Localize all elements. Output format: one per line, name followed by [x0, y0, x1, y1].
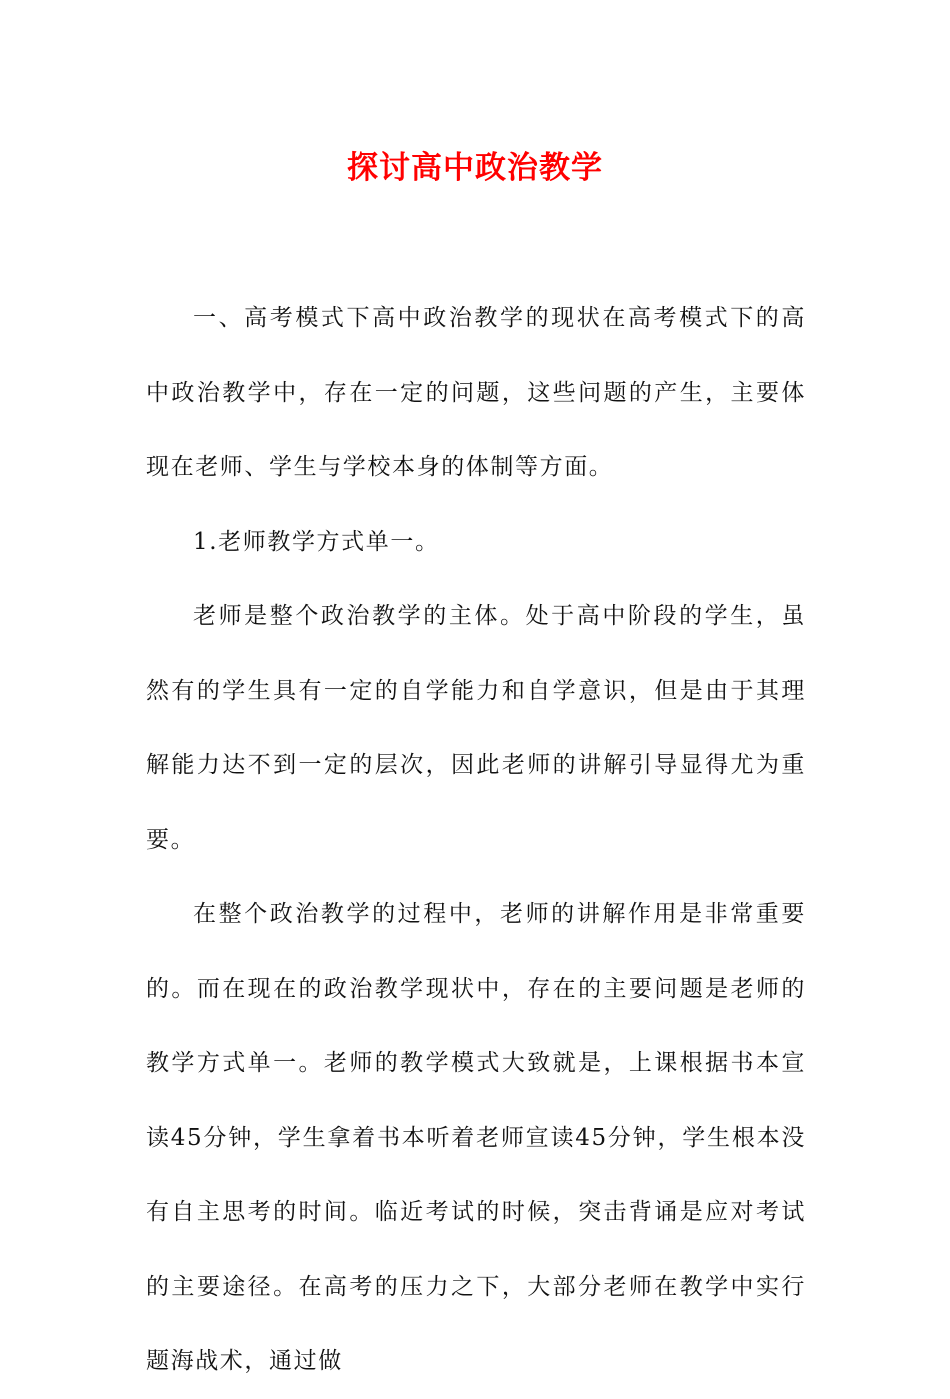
- paragraph-body: 老师是整个政治教学的主体。处于高中阶段的学生，虽然有的学生具有一定的自学能力和自学意识，但是由于其理解能力达不到一定的层次，因此老师的讲解引导显得尤为重要。: [146, 603, 806, 853]
- paragraph-subheading: 1.老师教学方式单一。: [193, 528, 440, 555]
- paragraph-body: 在整个政治教学的过程中，老师的讲解作用是非常重要的。而在现在的政治教学现状中，存在的主要问题是老师的教学方式单一。老师的教学模式大致就是，上课根据书本宣读45分钟，学生拿着书本听着老师宣读45分钟，学生根本没有自主思考的时间。临近考试的时候，突击背诵是应对考试的主要途径。在高考的压力之下，大部分老师在教学中实行题海战术，通过做: [146, 901, 806, 1374]
- paragraph-section-heading: 一、高考模式下高中政治教学的现状在高考模式下的高中政治教学中，存在一定的问题，这些问题的产生，主要体现在老师、学生与学校本身的体制等方面。: [146, 305, 806, 480]
- document-body: [146, 281, 806, 1399]
- document-title: 探讨高中政治教学: [347, 150, 603, 186]
